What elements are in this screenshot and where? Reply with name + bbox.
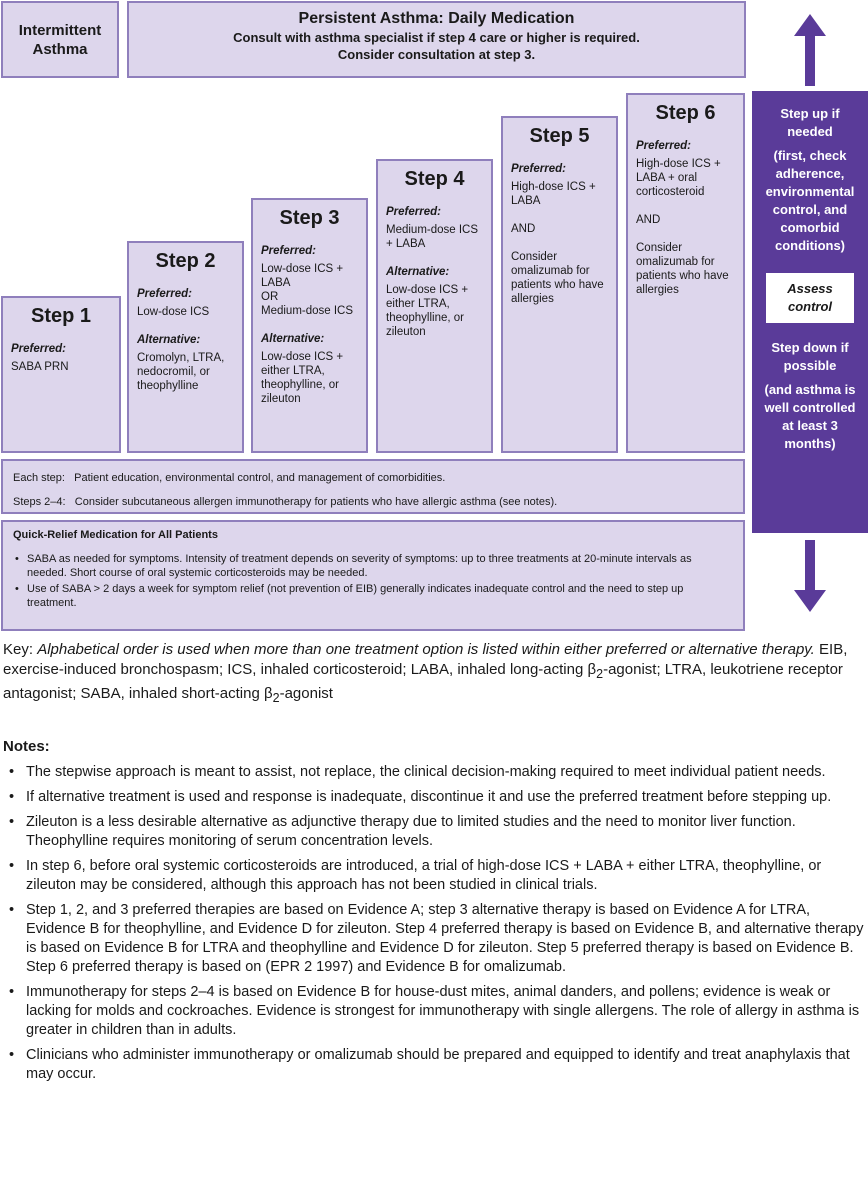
step-5-consider: Consider omalizumab for patients who have allergies [511, 251, 604, 305]
step-3-box [251, 198, 368, 453]
quick-relief-bullet: • Use of SABA > 2 days a week for symptom relief (not prevention of EIB) generally indicates inadequate control and the need to step up treatment. [27, 582, 733, 610]
quick-relief-title: Quick-Relief Medication for All Patients [13, 529, 218, 541]
step-1-preferred: SABA PRN [11, 361, 69, 373]
key-sub-1: 2 [596, 667, 604, 681]
step-1-preferred-label: Preferred: [11, 343, 66, 355]
note-item: • If alternative treatment is used and response is inadequate, discontinue it and use the preferred treatment before stepping up. [26, 788, 865, 807]
note-item: • Zileuton is a less desirable alternative as adjunctive therapy due to limited studies and the need to monitor liver function. Theophylline requires monitoring of serum concentration levels. [26, 813, 865, 851]
step-up-arrow-icon [794, 14, 826, 86]
key-alphabetical-note: Alphabetical order is used when more than one treatment option is listed within either preferred or alternative therapy. [37, 641, 815, 658]
step-3-title: Step 3 [279, 207, 340, 229]
step-4-alternative: Low-dose ICS + either LTRA, theophylline, or zileuton [386, 284, 469, 338]
note-item: • The stepwise approach is meant to assist, not replace, the clinical decision-making required to meet individual patient needs. [26, 763, 865, 782]
step-4-box [376, 159, 493, 453]
step-5-preferred: High-dose ICS + LABA [511, 181, 596, 207]
step-5-and: AND [511, 223, 536, 235]
step-up-label: Step up if needed [780, 106, 840, 139]
key-sub-2: 2 [272, 691, 280, 705]
note-item: • Clinicians who administer immunotherapy or omalizumab should be prepared and equipped to identify and treat anaphylaxis that may occur. [26, 1046, 865, 1084]
step-4-preferred: Medium-dose ICS + LABA [386, 224, 479, 250]
step-5-title: Step 5 [529, 125, 590, 147]
step-down-label: Step down if possible [771, 340, 849, 373]
step-5-box [501, 116, 618, 453]
steps-2-4-label: Steps 2–4: [13, 496, 66, 508]
step-down-arrow-icon [794, 540, 826, 612]
step-6-box [626, 93, 745, 453]
intermittent-asthma-header [1, 1, 119, 78]
steps-2-4-line [13, 490, 733, 514]
step-6-title: Step 6 [655, 102, 716, 124]
key-abbrev-a: EIB, exercise-induced bronchospasm; ICS, inhaled corticosteroid; LABA, inhaled long-acting β [3, 641, 848, 678]
step-3-preferred-option-2: Medium-dose ICS [261, 305, 354, 317]
step-3-preferred-label: Preferred: [261, 245, 316, 257]
each-step-label: Each step: [13, 472, 65, 484]
step-6-and: AND [636, 214, 661, 226]
quick-relief-bullet: • SABA as needed for symptoms. Intensity of treatment depends on severity of symptoms: up to three treatments at 20-minute intervals as needed. Short course of oral systemic corticosteroids may be needed. [27, 552, 733, 580]
step-6-preferred: High-dose ICS + LABA + oral corticosteroid [636, 158, 721, 198]
assess-control-box: Assess control [766, 273, 854, 323]
step-6-consider: Consider omalizumab for patients who have allergies [636, 242, 729, 296]
note-item: • In step 6, before oral systemic corticosteroids are introduced, a trial of high-dose ICS + LABA + either LTRA, theophylline, or zileuton may be considered, although this approach has not been studied in clinical trials. [26, 857, 865, 895]
step-2-box [127, 241, 244, 453]
step-3-preferred-or: OR [261, 291, 279, 303]
step-control-panel [752, 91, 868, 533]
key-paragraph [3, 640, 865, 708]
quick-relief-list [13, 552, 733, 610]
steps-2-4-text: Consider subcutaneous allergen immunotherapy for patients who have allergic asthma (see notes). [74, 496, 558, 508]
step-4-alternative-label: Alternative: [386, 266, 450, 278]
step-up-detail: (first, check adherence, environmental control, and comorbid conditions) [765, 148, 855, 253]
persistent-consult-line: Consult with asthma specialist if step 4 care or higher is required. [233, 30, 640, 45]
step-1-box [1, 296, 121, 453]
step-4-title: Step 4 [404, 168, 465, 190]
key-label: Key: [3, 641, 34, 658]
step-2-alternative: Cromolyn, LTRA, nedocromil, or theophylline [137, 352, 225, 392]
persistent-consider-line: Consider consultation at step 3. [337, 47, 536, 62]
step-3-alternative: Low-dose ICS + either LTRA, theophylline, or zileuton [261, 351, 344, 405]
each-step-band [1, 459, 745, 514]
intermittent-asthma-label: Intermittent Asthma [18, 21, 102, 58]
step-2-preferred: Low-dose ICS [137, 306, 210, 318]
step-down-detail: (and asthma is well controlled at least 3 months) [764, 382, 856, 451]
persistent-asthma-title: Persistent Asthma: Daily Medication [298, 10, 575, 27]
notes-section [3, 737, 865, 1090]
step-2-alternative-label: Alternative: [137, 334, 201, 346]
each-step-line [13, 466, 733, 490]
note-item: • Immunotherapy for steps 2–4 is based on Evidence B for house-dust mites, animal danders, and pollens; evidence is weak or lacking for molds and cockroaches. Evidence is strongest for immunotherapy with single allergens. The role of allergy in asthma is greater in children than in adults. [26, 983, 865, 1040]
step-3-alternative-label: Alternative: [261, 333, 325, 345]
key-abbrev-b: -agonist; LTRA, leukotriene receptor antagonist; SABA, inhaled short-acting β [3, 661, 843, 702]
step-1-title: Step 1 [30, 305, 92, 327]
step-2-title: Step 2 [155, 250, 216, 272]
note-item: • Step 1, 2, and 3 preferred therapies are based on Evidence A; step 3 alternative therapy is based on Evidence A for LTRA, Evidence B for theophylline, and Evidence D for zileuton. Step 4 preferred therapy is based on Evidence B, and alternative therapy is based on Evidence B for LTRA and theophylline and Evidence D for zileuton. Step 5 preferred therapy is based on Evidence B. Step 6 preferred therapy is based on (EPR 2 1997) and Evidence B for omalizumab. [26, 901, 865, 977]
step-4-preferred-label: Preferred: [386, 206, 441, 218]
key-abbrev-c: -agonist [279, 685, 333, 702]
step-6-preferred-label: Preferred: [636, 140, 691, 152]
notes-list [3, 763, 865, 1084]
persistent-asthma-header [127, 1, 746, 78]
quick-relief-box [1, 520, 745, 631]
notes-title: Notes: [3, 738, 50, 755]
step-2-preferred-label: Preferred: [137, 288, 192, 300]
step-3-preferred-option-1: Low-dose ICS + LABA [261, 263, 344, 289]
step-5-preferred-label: Preferred: [511, 163, 566, 175]
each-step-text: Patient education, environmental control, and management of comorbidities. [74, 472, 446, 484]
